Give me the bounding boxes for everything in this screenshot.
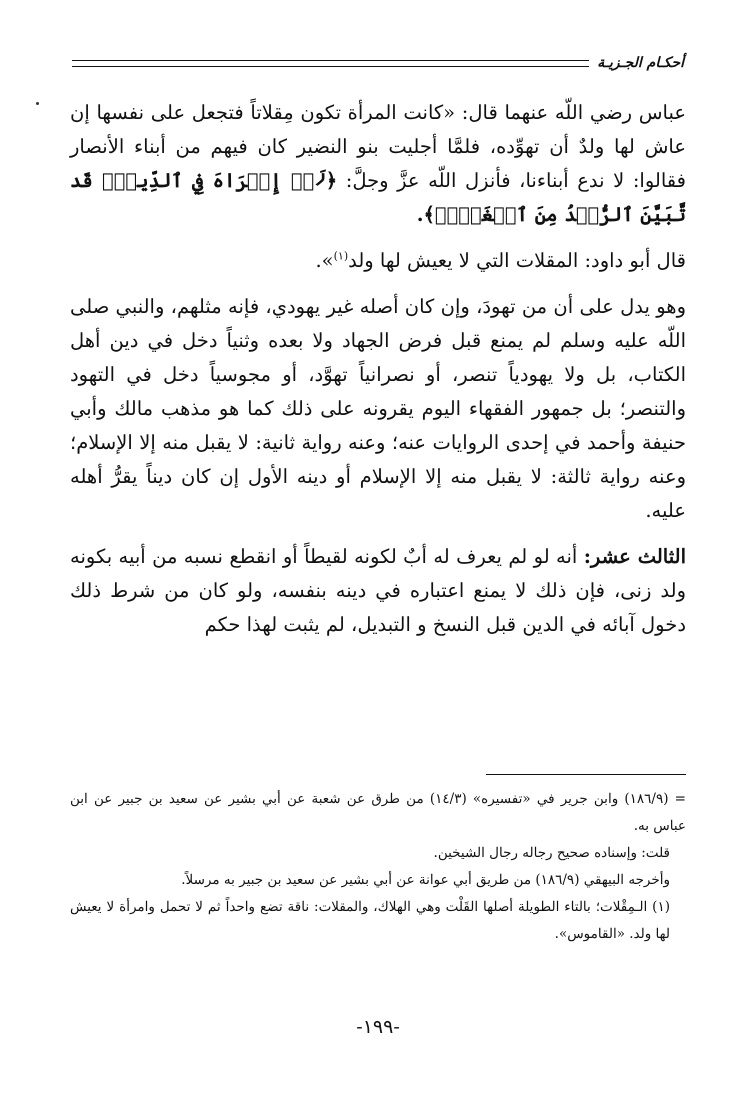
scan-speck: [36, 102, 39, 105]
footnote-bayhaqi: وأخرجه البيهقي (١٨٦/٩) من طريق أبي عوانة عن أبي بشير عن سعيد بن جبير به مرسلاً.: [181, 872, 670, 888]
header-double-rule: [72, 60, 589, 67]
running-header: [72, 50, 684, 76]
footnote-ref-1[interactable]: (١): [333, 249, 349, 263]
quote-line-2: إن عاش لها ولدٌ أن تهوِّده، فلمَّا أجليت بنو النضير كان فيهم من أبناء: [70, 101, 686, 158]
footnote-comment: قلت: وإسناده صحيح رجاله رجال الشيخين.: [433, 845, 670, 861]
quran-verse: ﴿لَاۤ إِكۡرَاهَ فِي ٱلدِّينِۖ قَد تَّبَيَّنَ ٱلرُّشۡدُ مِنَ ٱلۡغَيِّۚ﴾.: [70, 169, 686, 226]
paragraph-abu-dawud: [70, 244, 686, 278]
point-text-thirteenth: أنه لو لم يعرف له أبٌ لكونه لقيطاً أو انقطع نسبه من أبيه بكونه ولد زنى، فإن ذلك لا يمنع اعتباره في دينه بنفسه، ولو كان من شرط ذلك دخول آبائه في الدين قبل النسخ و التبديل، لم يثبت لهذا حكم: [70, 545, 686, 636]
quote-line-1: عباس رضي اللّه عنهما قال: «كانت المرأة تكون مِقلاتاً فتجعل على نفسها: [96, 101, 686, 124]
quote-line-3: الأنصار فقالوا: لا ندع أبناءنا، فأنزل اللّه عزَّ وجلَّ:: [70, 135, 686, 192]
abu-dawud-text: قال أبو داود: المقلات التي لا يعيش لها ولد: [348, 249, 686, 272]
footnote-continued: = (١٨٦/٩) وابن جرير في «تفسيره» (١٤/٣) من طرق عن شعبة عن أبي بشير عن سعيد بن جبير عن ابن عباس به.: [70, 791, 686, 834]
main-text: [70, 96, 686, 642]
paragraph-tahawwud: وهو يدل على أن من تهودَ، وإن كان أصله غير يهودي، فإنه مثلهم، والنبي صلى اللّه عليه وسلم لم يمنع قبل فرض الجهاد ولا بعده وثنياً دخل في دين أهل الكتاب، بل ولا يهودياً تنصر، أو نصرانياً تهوَّد، أو مجوسياً دخل في التهود والتنصر؛ بل جمهور الفقهاء اليوم يقرونه على ذلك كما هو مذهب مالك وأبي حنيفة وأحمد في إحدى الروايات عنه؛ وعنه رواية ثانية: لا يقبل منه إلا الإسلام؛ وعنه رواية ثالثة: لا يقبل منه إلا الإسلام أو دينه الأول إن كان ديناً يقرُّ أهله عليه.: [70, 295, 686, 522]
abu-dawud-close: ».: [315, 249, 334, 272]
paragraph-thirteenth: [70, 540, 686, 642]
footnotes: [70, 786, 686, 948]
footnote-1: (١) الـمِقْلات؛ بالتاء الطويلة أصلها القَلْت وهي الهلاك، والمقلات: ناقة تضع واحداً ثم لا تحمل وامرأة لا يعيش لها ولد. «القاموس».: [70, 899, 670, 942]
footnote-separator: [486, 774, 686, 775]
point-label-thirteenth: الثالث عشر:: [583, 545, 686, 568]
header-title: أحكـام الجـزيـة: [597, 55, 684, 71]
paragraph-quote: [70, 96, 686, 232]
page-number: -١٩٩-: [356, 1016, 400, 1038]
